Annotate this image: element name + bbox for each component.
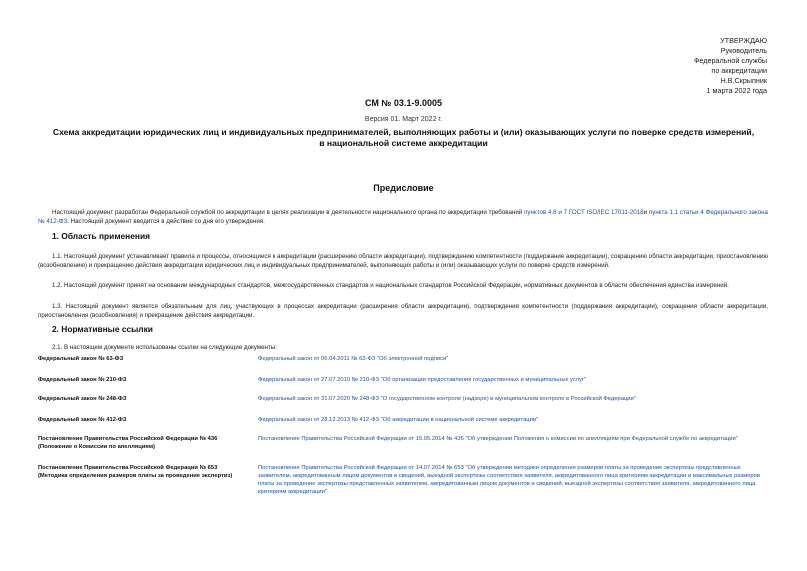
section-1-paragraph: 1.1. Настоящий документ устанавливает правила и процессы, относящиеся к аккредитации (расширению области аккредитации), подтверждению компетентности (поддержание аккредитации), сокращению области аккредитации, приостановлению (возобновлению) и прекращению действия аккредитации юридических лиц и индивидуальных предпринимателей, выполняющих работы и (или) оказывающих услуги по поверке средств измерений. bbox=[38, 253, 768, 269]
law-412-link[interactable]: пункта 1.1 статьи 4 Федерального закона № 412-ФЗ bbox=[38, 209, 768, 225]
approval-line: Федеральной службы bbox=[693, 56, 767, 65]
document-code: СМ № 03.1-9.0005 bbox=[365, 98, 442, 108]
reference-link[interactable]: Федеральный закон от 27.07.2010 № 210-ФЗ "Об организации предоставления государственных и муниципальных услуг" bbox=[258, 377, 587, 383]
foreword-text: . Настоящий документ вводится в действие со дня его утверждения. bbox=[67, 217, 265, 225]
document-title-line: Схема аккредитации юридических лиц и индивидуальных предпринимателей, выполняющих работы и (или) оказывающих услуги по поверке средств измерений, bbox=[52, 127, 755, 137]
reference-name: Федеральный закон № 210-ФЗ bbox=[38, 377, 127, 383]
gost-link[interactable]: пунктов 4.6 и 7 ГОСТ ISO/IEC 17011-2018 bbox=[524, 209, 644, 216]
approval-line: по аккредитации bbox=[711, 66, 767, 75]
reference-link[interactable]: Федеральный закон от 06.04.2011 № 63-ФЗ "Об электронной подписи" bbox=[258, 356, 449, 362]
foreword-text: и bbox=[643, 209, 649, 216]
reference-name: Федеральный закон № 248-ФЗ bbox=[38, 396, 127, 402]
reference-name: Федеральный закон № 63-ФЗ bbox=[38, 356, 124, 362]
document-title-line: в национальной системе аккредитации bbox=[319, 138, 488, 148]
approval-block bbox=[694, 36, 767, 96]
section-2-heading: 2. Нормативные ссылки bbox=[52, 324, 153, 334]
reference-link[interactable]: Постановление Правительства Российской Федерации от 14.07.2014 № 653 "Об утверждении методики определения размеров платы за проведение экспертизы представленных заявителем, аккредитованным лицом документов и сведений, выездной экспертизы соответствия заявителя, аккредитованного лица критериям аккредитации и максимальных размеров платы за проведение экспертизы представленных заявителем, аккредитованным лицом документов и сведений, выездной экспертизы соответствия заявителя, аккредитованного лица критериям аккредитации" bbox=[258, 465, 760, 495]
reference-name: Постановление Правительства Российской Федерации № 436 (Положение о Комиссии по апелляциям) bbox=[38, 436, 218, 450]
document-version: Версия 01. Март 2022 г. bbox=[364, 116, 443, 123]
section-2-intro: 2.1. В настоящем документе использованы ссылки на следующие документы: bbox=[52, 344, 277, 351]
approval-line: Руководитель bbox=[720, 46, 767, 55]
foreword-text: Настоящий документ разработан Федеральной службой по аккредитации в целях реализации в деятельности национального органа по аккредитации требований bbox=[52, 209, 525, 216]
section-1-paragraph: 1.3. Настоящий документ является обязательным для лиц, участвующих в процессах аккредитации (расширения области аккредитации), подтверждения компетентности (поддержания аккредитации), сокращения области аккредитации, приостановления (возобновления) и прекращение действия аккредитации. bbox=[38, 303, 768, 319]
reference-name: Федеральный закон № 412-ФЗ bbox=[38, 417, 127, 423]
approval-line: 1 марта 2022 года bbox=[706, 86, 767, 95]
document-title bbox=[30, 127, 777, 149]
section-1-paragraph: 1.2. Настоящий документ принят на основании международных стандартов, межгосударственных стандартов и национальных стандартов Российской Федерации, нормативных документов в области обеспечения единства измерений. bbox=[52, 282, 729, 289]
reference-link[interactable]: Федеральный закон от 31.07.2020 № 248-ФЗ "О государственном контроле (надзоре) и муниципальном контроле в Российской Федерации" bbox=[258, 396, 636, 402]
reference-link[interactable]: Постановление Правительства Российской Федерации от 15.05.2014 № 436 "Об утверждении Положения о комиссии по апелляциям при Федеральной службе по аккредитации" bbox=[258, 436, 738, 442]
reference-link[interactable]: Федеральный закон от 28.12.2013 № 412-ФЗ "Об аккредитации в национальной системе аккредитации" bbox=[258, 417, 539, 423]
approval-line: УТВЕРЖДАЮ bbox=[720, 36, 767, 45]
section-1-heading: 1. Область применения bbox=[52, 231, 150, 241]
reference-name: Постановление Правительства Российской Федерации № 653 (Методика определения размеров платы за проведение экспертиз) bbox=[38, 465, 233, 479]
foreword-paragraph bbox=[38, 209, 768, 226]
foreword-heading: Предисловие bbox=[373, 183, 434, 193]
approval-line: Н.В.Скрыпник bbox=[720, 76, 767, 85]
